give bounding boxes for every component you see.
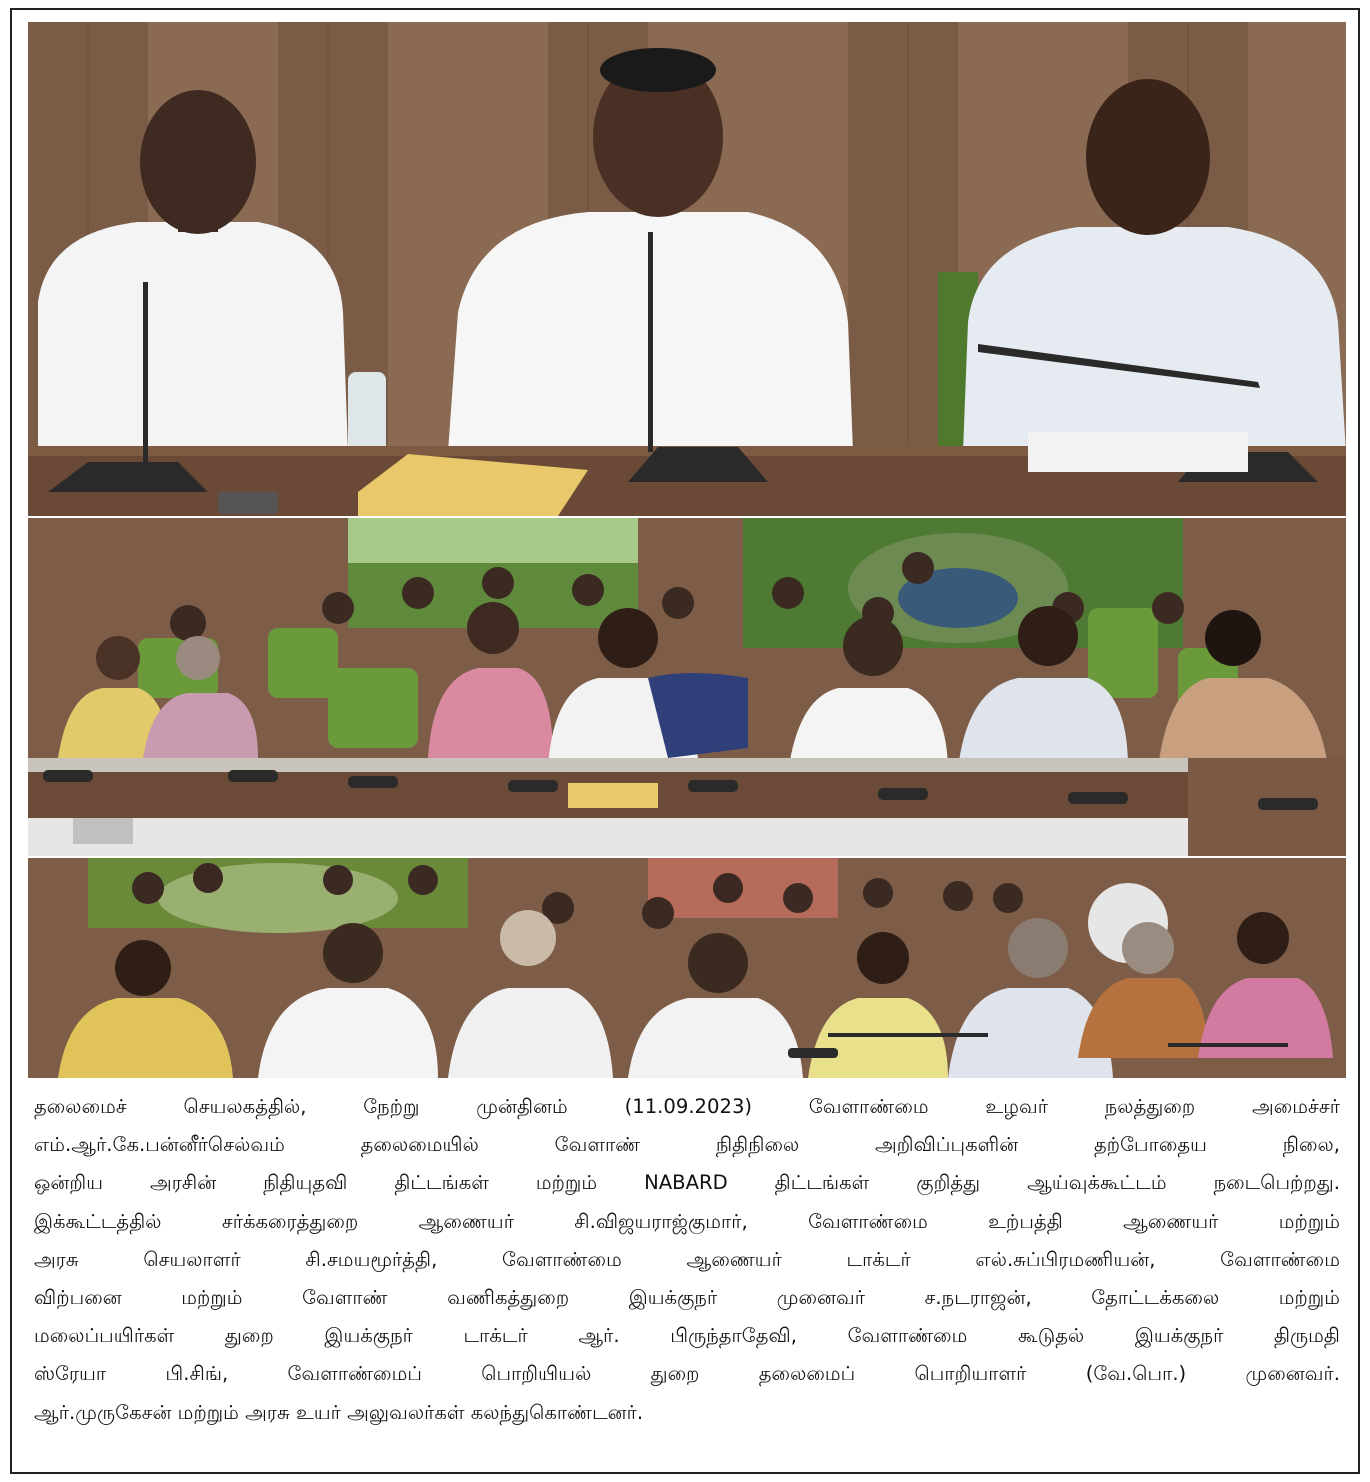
photo-1-image [28, 22, 1346, 516]
photo-officials-seated-audience [28, 858, 1346, 1078]
news-clipping [10, 8, 1360, 1474]
caption-line: ஸ்ரேயா பி.சிங், வேளாண்மைப் பொறியியல் துறை தலைமைப் பொறியாளர் (வே.பொ.) முனைவர். [34, 1362, 1340, 1386]
photo-2-image [28, 518, 1346, 856]
photo-caption [34, 1088, 1340, 1432]
caption-line: தலைமைச் செயலகத்தில், நேற்று முன்தினம் (11.09.2023) வேளாண்மை உழவர் நலத்துறை அமைச்சர் [34, 1095, 1340, 1118]
caption-line: ஒன்றிய அரசின் நிதியுதவி திட்டங்கள் மற்றும் NABARD திட்டங்கள் குறித்து ஆய்வுக்கூட்டம் நடைபெற்றது. [34, 1171, 1340, 1195]
caption-line: ஆர்.முருகேசன் மற்றும் அரசு உயர் அலுவலர்கள் கலந்துகொண்டனர். [34, 1400, 644, 1424]
photo-ministers-at-head-table [28, 22, 1346, 516]
photo-officials-at-meeting-table [28, 518, 1346, 856]
caption-line: விற்பனை மற்றும் வேளாண் வணிகத்துறை இயக்குநர் முனைவர் ச.நடராஜன், தோட்டக்கலை மற்றும் [34, 1285, 1340, 1309]
photo-3-image [28, 858, 1346, 1078]
caption-line: அரசு செயலாளர் சி.சமயமூர்த்தி, வேளாண்மை ஆணையர் டாக்டர் எல்.சுப்பிரமணியன், வேளாண்மை [34, 1247, 1340, 1271]
caption-line: இக்கூட்டத்தில் சர்க்கரைத்துறை ஆணையர் சி.விஜயராஜ்குமார், வேளாண்மை உற்பத்தி ஆணையர் மற்றும் [34, 1209, 1340, 1233]
caption-line: எம்.ஆர்.கே.பன்னீர்செல்வம் தலைமையில் வேளாண் நிதிநிலை அறிவிப்புகளின் தற்போதைய நிலை, [34, 1133, 1340, 1157]
caption-line: மலைப்பயிர்கள் துறை இயக்குநர் டாக்டர் ஆர். பிருந்தாதேவி, வேளாண்மை கூடுதல் இயக்குநர் திருமதி [34, 1324, 1340, 1348]
